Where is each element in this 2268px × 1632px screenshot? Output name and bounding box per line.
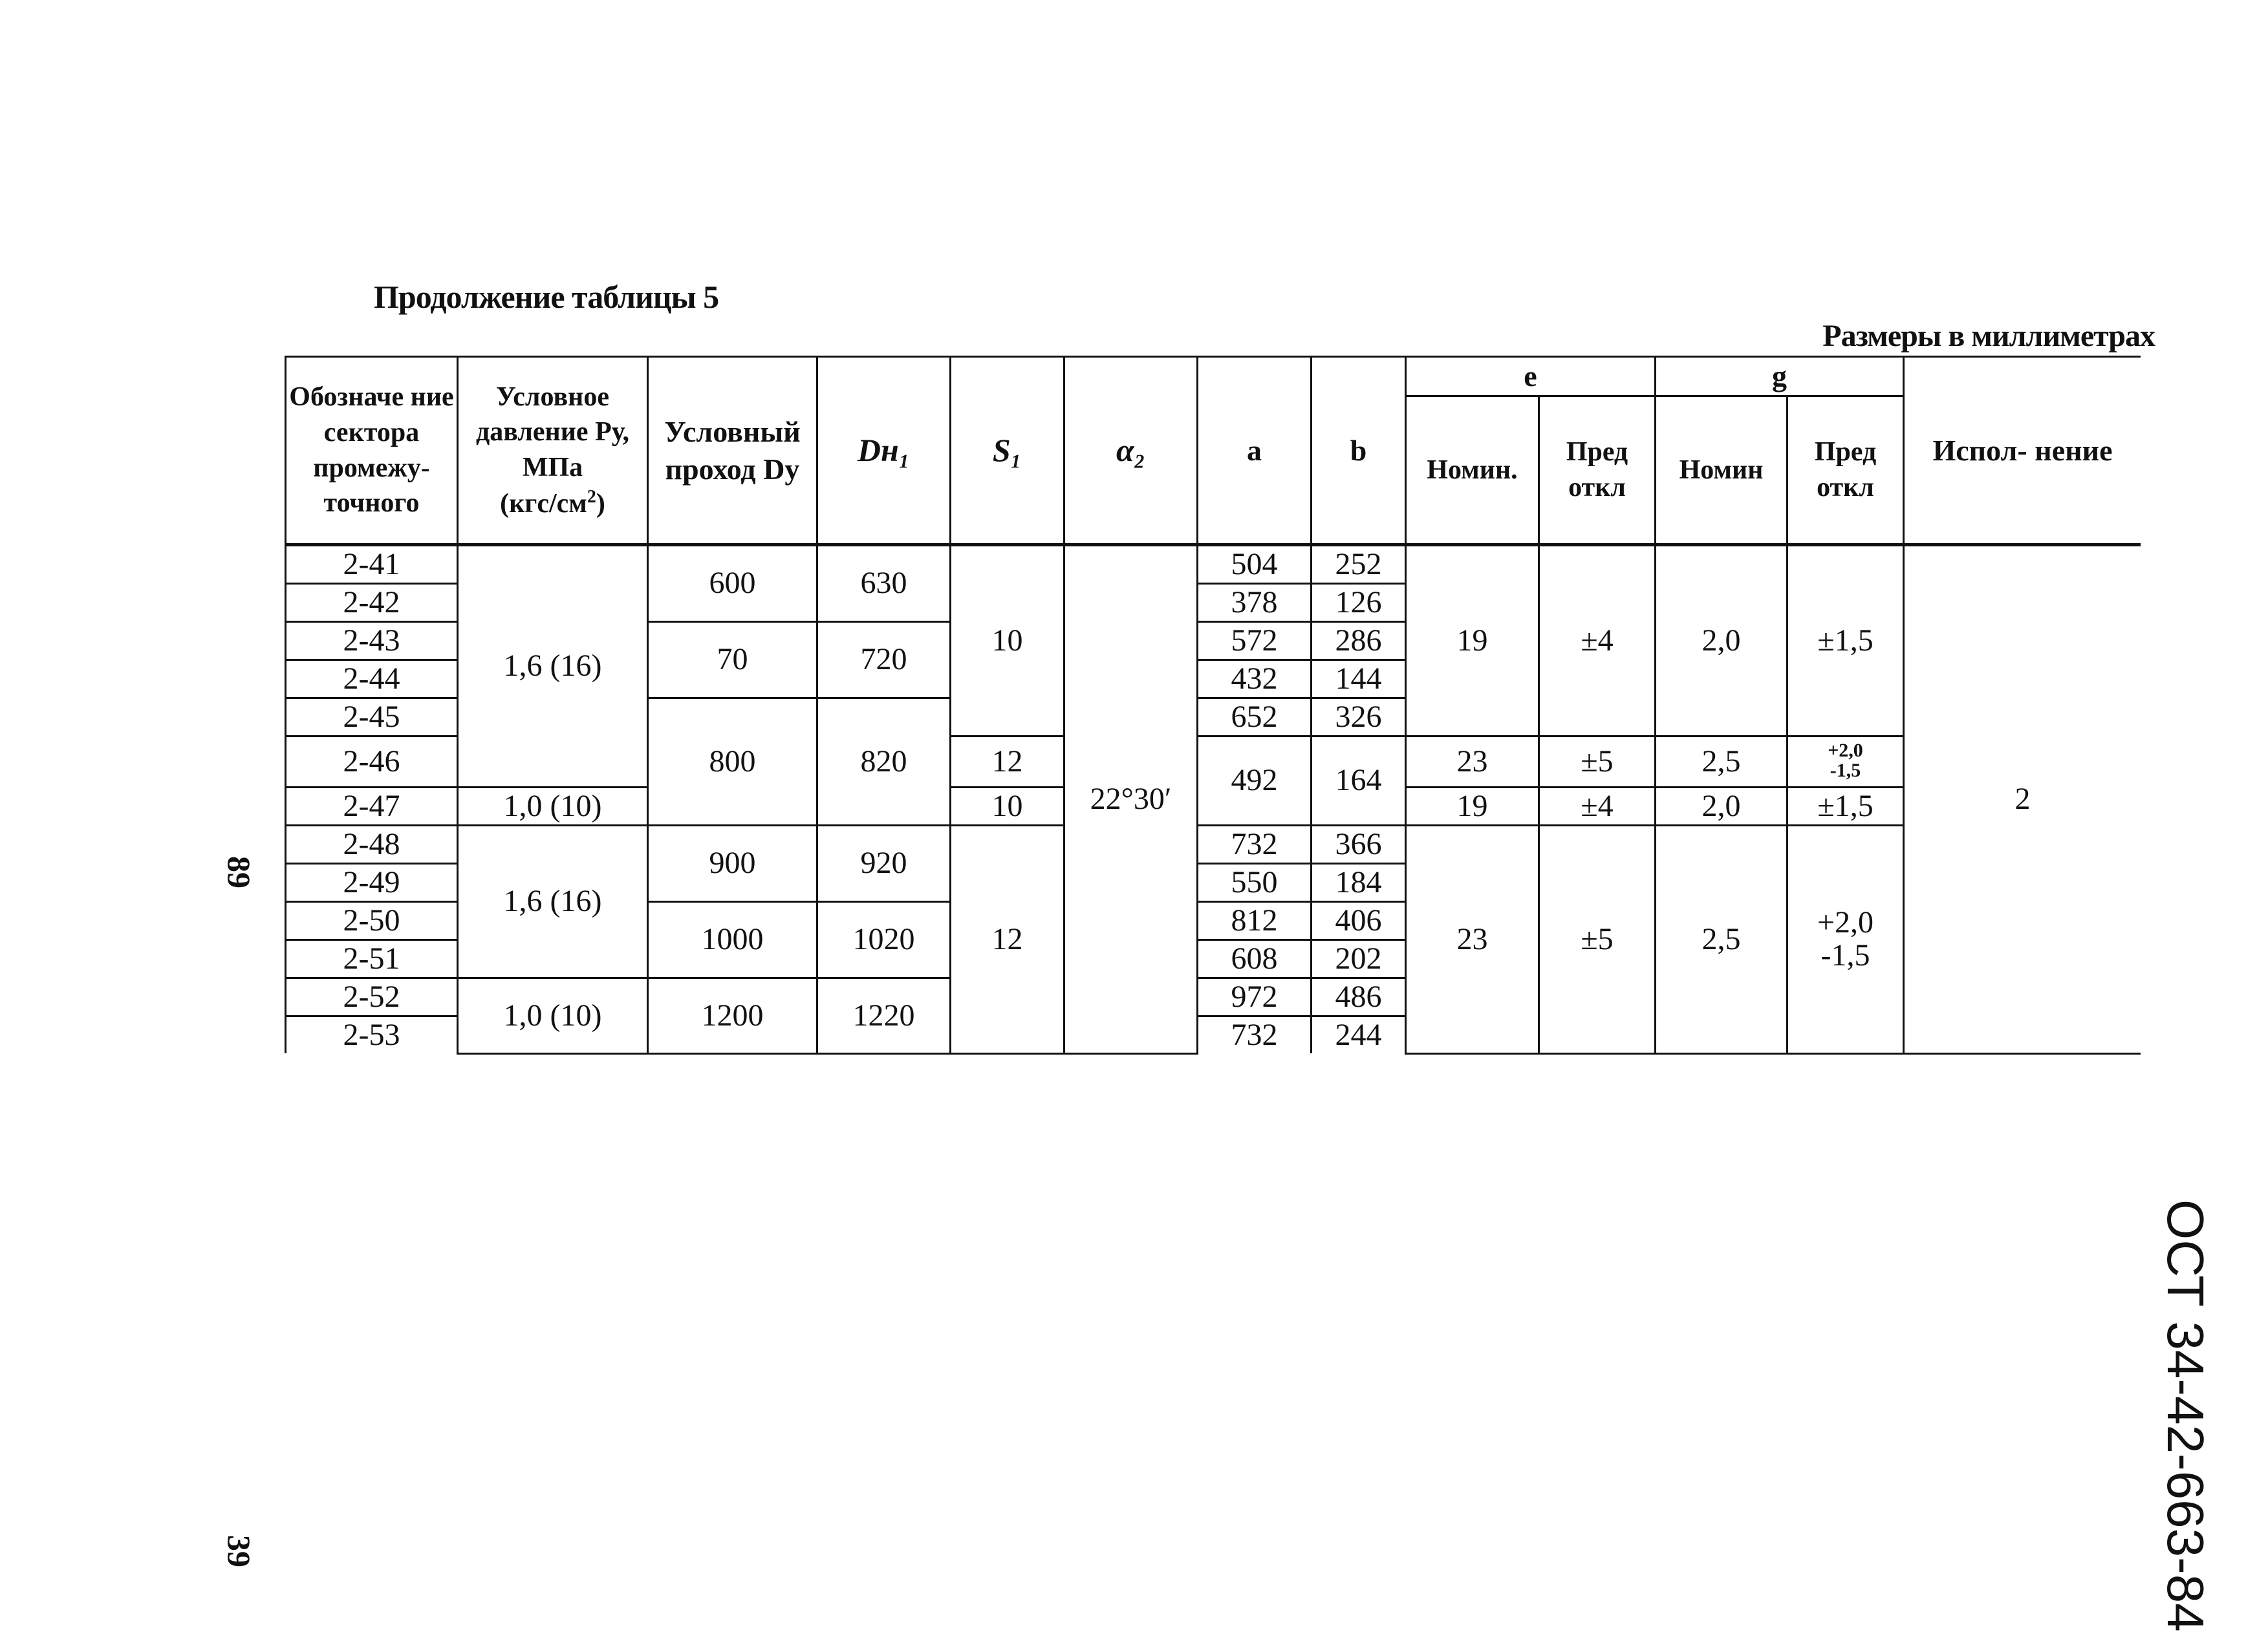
header-dh: Dн₁ [817,357,951,545]
cell-designation: 2-53 [286,1016,458,1054]
header-designation: Обозначе ние сектора промежу- точного [286,357,458,545]
cell-b: 244 [1312,1016,1406,1054]
cell-a: 652 [1198,698,1312,736]
cell-b: 202 [1312,940,1406,978]
cell-b: 164 [1312,736,1406,826]
cell-g-nominal: 2,0 [1656,788,1787,826]
cell-b: 184 [1312,864,1406,902]
header-pressure-line1: Условное давление Ру, МПа [475,381,630,482]
cell-pressure: 1,0 (10) [458,978,648,1054]
cell-a: 378 [1198,584,1312,622]
cell-a: 432 [1198,660,1312,698]
cell-b: 144 [1312,660,1406,698]
page-number-bottom: 39 [221,1535,257,1567]
cell-g-deviation: ±1,5 [1787,545,1904,736]
cell-e-deviation: ±4 [1539,545,1656,736]
cell-a: 732 [1198,1016,1312,1054]
header-a: a [1198,357,1312,545]
cell-dh: 1220 [817,978,951,1054]
cell-passage: 600 [648,545,817,622]
cell-passage: 70 [648,622,817,698]
header-execution: Испол- нение [1904,357,2141,545]
header-e: e [1406,357,1656,396]
cell-g-deviation [1787,736,1904,788]
cell-designation: 2-45 [286,698,458,736]
deviation-upper: +2,0 [1817,905,1874,940]
units-note: Размеры в миллиметрах [1822,319,2155,353]
cell-dh: 1020 [817,902,951,978]
header-pressure [458,357,648,545]
cell-designation: 2-48 [286,826,458,864]
header-b: b [1312,357,1406,545]
cell-b: 486 [1312,978,1406,1016]
cell-designation: 2-47 [286,788,458,826]
cell-b: 406 [1312,902,1406,940]
cell-execution: 2 [1904,545,2141,1054]
cell-b: 126 [1312,584,1406,622]
cell-designation: 2-51 [286,940,458,978]
cell-s: 12 [951,736,1064,788]
cell-a: 972 [1198,978,1312,1016]
cell-dh: 630 [817,545,951,622]
table-caption: Продолжение таблицы 5 [374,279,719,315]
cell-s: 12 [951,826,1064,1054]
cell-b: 252 [1312,545,1406,584]
cell-a: 572 [1198,622,1312,660]
header-g-nominal: Номин [1656,396,1787,545]
cell-g-deviation: ±1,5 [1787,788,1904,826]
header-passage: Условный проход Dy [648,357,817,545]
spec-table [285,356,2141,1055]
cell-dh: 720 [817,622,951,698]
cell-designation: 2-49 [286,864,458,902]
page-number-top: 89 [221,856,257,888]
cell-a: 732 [1198,826,1312,864]
cell-g-nominal: 2,5 [1656,736,1787,788]
cell-g-deviation [1787,826,1904,1054]
cell-b: 366 [1312,826,1406,864]
cell-designation: 2-43 [286,622,458,660]
cell-pressure: 1,6 (16) [458,545,648,788]
cell-e-deviation: ±5 [1539,736,1656,788]
cell-dh: 920 [817,826,951,902]
cell-g-nominal: 2,0 [1656,545,1787,736]
header-e-deviation: Пред откл [1539,396,1656,545]
cell-a: 608 [1198,940,1312,978]
deviation-upper: +2,0 [1828,739,1863,761]
spec-table-wrap [285,356,2141,1077]
cell-e-deviation: ±5 [1539,826,1656,1054]
cell-e-nominal: 23 [1406,736,1539,788]
cell-b: 326 [1312,698,1406,736]
cell-e-nominal: 19 [1406,788,1539,826]
cell-b: 286 [1312,622,1406,660]
header-pressure-close: ) [596,488,605,519]
header-e-nominal: Номин. [1406,396,1539,545]
header-pressure-unit: (кгс/см [500,488,587,519]
cell-a: 812 [1198,902,1312,940]
cell-dh: 820 [817,698,951,826]
cell-passage: 1200 [648,978,817,1054]
header-g: g [1656,357,1904,396]
cell-designation: 2-50 [286,902,458,940]
cell-alpha: 22°30′ [1064,545,1198,1054]
header-g-deviation: Пред откл [1787,396,1904,545]
cell-pressure: 1,0 (10) [458,788,648,826]
cell-designation: 2-46 [286,736,458,788]
cell-e-nominal: 23 [1406,826,1539,1054]
document-code: ОСТ 34-42-663-84 [2157,1199,2214,1632]
deviation-lower: -1,5 [1830,760,1861,782]
header-s: S₁ [951,357,1064,545]
cell-s: 10 [951,788,1064,826]
deviation-stack [1828,740,1863,781]
cell-pressure: 1,6 (16) [458,826,648,978]
header-pressure-sup: 2 [587,486,596,507]
cell-passage: 900 [648,826,817,902]
cell-passage: 1000 [648,902,817,978]
cell-s: 10 [951,545,1064,736]
cell-designation: 2-42 [286,584,458,622]
cell-designation: 2-44 [286,660,458,698]
cell-e-nominal: 19 [1406,545,1539,736]
cell-g-nominal: 2,5 [1656,826,1787,1054]
cell-designation: 2-41 [286,545,458,584]
cell-a: 550 [1198,864,1312,902]
deviation-lower: -1,5 [1820,938,1870,972]
cell-passage: 800 [648,698,817,826]
cell-designation: 2-52 [286,978,458,1016]
cell-a: 492 [1198,736,1312,826]
header-alpha: α₂ [1064,357,1198,545]
cell-e-deviation: ±4 [1539,788,1656,826]
cell-a: 504 [1198,545,1312,584]
